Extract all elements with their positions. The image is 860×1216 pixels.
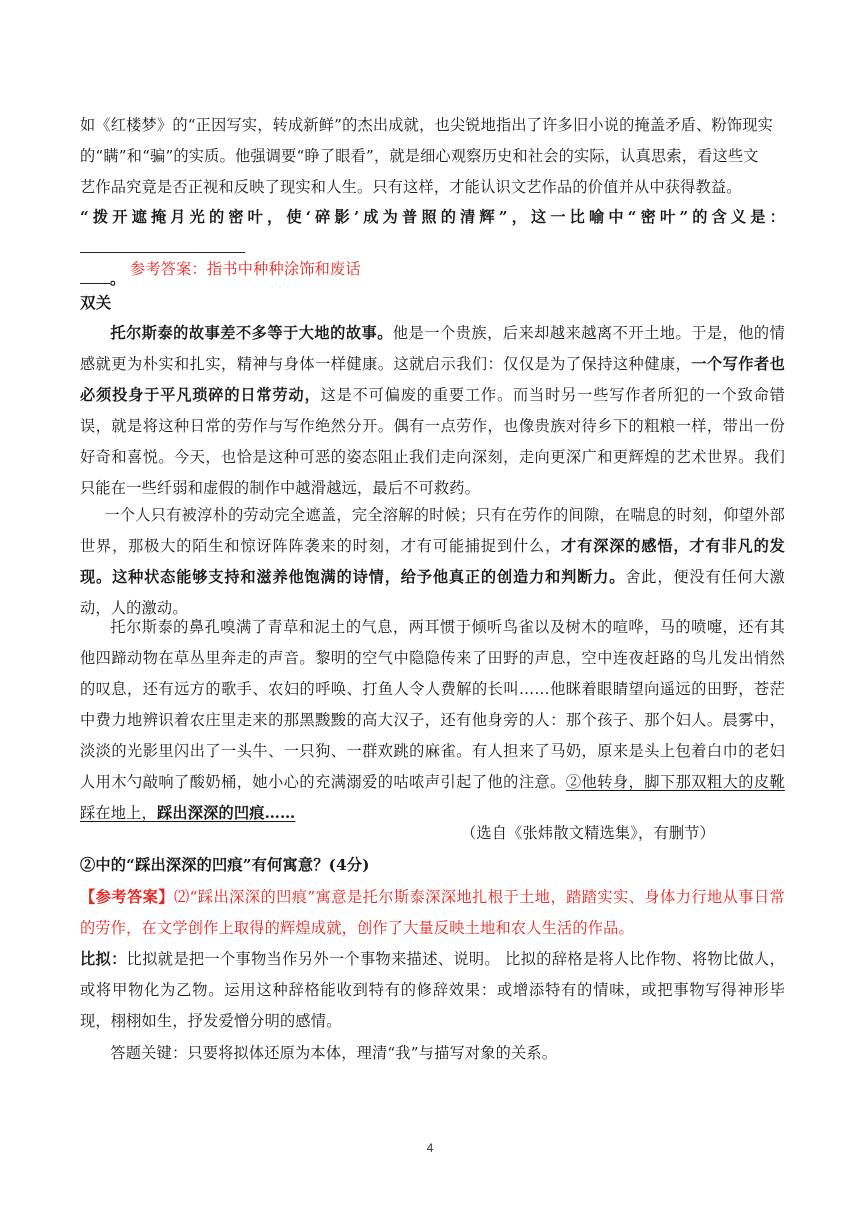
- intro-paragraph: [80, 110, 785, 203]
- answer-blank-cont[interactable]: [80, 269, 110, 284]
- answer-body: ⑵“踩出深深的凹痕”寓意是托尔斯泰深深地扎根于土地，踏踏实实、身体力行地从事日常的劳作，在文学创作上取得的辉煌成就，创作了大量反映土地和农人生活的作品。: [80, 888, 786, 937]
- question-1-answer: [130, 254, 730, 285]
- para2-bold-1: 才有深深的感悟，才有非凡的发现。这种状态能够支持和滋养他饱满的诗情，给予他真正的创造力和判断力。: [80, 537, 785, 586]
- answer-text: 参考答案：指书中种种涂饰和废话: [130, 260, 361, 278]
- para2-text-1: 一个人只有被淳朴的劳动完全遮盖，完全溶解的时候；只有在劳作的间隙，在喘息的时刻，仰望外部世界，那极大的陌生和惊讶阵阵袭来的时刻，才有可能捕捉到什么，: [80, 506, 785, 555]
- para1-text-2: 这是不可偏废的重要工作。而当时另一些写作者所犯的一个致命错误，就是将这种日常的劳作与写作绝然分开。偶有一点劳作，也像贵族对待乡下的粗粮一样，带出一份好奇和喜悦。今天，也恰是这种可恶的姿态阻止我们走向深刻，走向更深广和更辉煌的艺术世界。我们只能在一些纤弱和虚假的制作中越滑越远，最后不可救药。: [80, 386, 785, 497]
- analogy-label: 比拟：: [80, 950, 127, 968]
- section-title-block: [80, 288, 785, 319]
- question-2: [80, 850, 785, 881]
- page-number: 4: [426, 1141, 434, 1155]
- section-title: 双关: [80, 294, 112, 312]
- para3-underlined: ②他转身，脚下那双粗大的皮靴踩在地上，: [80, 773, 785, 822]
- para3-text-1: 托尔斯泰的鼻孔嗅满了青草和泥土的气息，两耳惯于倾听鸟雀以及树木的喧哗，马的喷嚏，还有其他四蹄动物在草丛里奔走的声音。黎明的空气中隐隐传来了田野的声息，空中连夜赶路的鸟儿发出悄然的叹息，还有远方的歌手、农妇的呼唤、打鱼人令人费解的长叫……他眯着眼睛望向遥远的田野，苍茫中费力地辨识着农庄里走来的那黑黢黢的高大汉子，还有他身旁的人：那个孩子、那个妇人。晨雾中，淡淡的光影里闪出了一头牛、一只狗、一群欢跳的麻雀。有人担来了马奶，原来是头上包着白巾的老妇人用木勺敲响了酸奶桶，她小心的充满溺爱的咕哝声引起了他的注意。: [80, 618, 785, 791]
- paragraph-2: [80, 500, 785, 624]
- intro-line-3: 艺作品究竟是否正视和反映了现实和人生。只有这样，才能认识文艺作品的价值并从中获得教益。: [80, 178, 742, 196]
- para1-text-1: 他是一个贵族，后来却越来越离不开土地。于是，他的情感就更为朴实和扎实，精神与身体一样健康。这就启示我们：仅仅是为了保持这种健康，: [80, 324, 786, 373]
- source-line: [80, 818, 785, 849]
- paragraph-3: [80, 612, 785, 829]
- intro-line-2: 的“瞒”和“骗”的实质。他强调要“睁了眼看”，就是细心观察历史和社会的实际，认真思索，看这些文: [80, 147, 759, 165]
- para3-underlined-bold: 踩出深深的凹痕……: [156, 804, 296, 822]
- para1-bold-1: 托尔斯泰的故事差不多等于大地的故事。: [110, 324, 393, 342]
- intro-line-1: 如《红楼梦》的“正因写实，转成新鲜”的杰出成就，也尖锐地指出了许多旧小说的掩盖矛盾、粉饰现实: [80, 116, 773, 134]
- question-2-text: ②中的“踩出深深的凹痕”有何寓意？(4分): [80, 856, 370, 874]
- question-1-text: “拨开遮掩月光的密叶，使‘碎影’成为普照的清辉”，这一比喻中“密叶”的含义是：: [80, 202, 785, 264]
- para2-text-2: 舍此，便没有任何大激动，人的激动。: [80, 568, 785, 617]
- source-citation: （选自《张炜散文精选集》，有删节）: [461, 824, 715, 842]
- analogy-text: 比拟就是把一个事物当作另外一个事物来描述、说明。 比拟的辞格是将人比作物、将物比做人，或将甲物化为乙物。运用这种辞格能收到特有的修辞效果：或增添特有的情味，或把事物写得神形毕现，栩栩如生，抒发爱憎分明的感情。: [80, 950, 785, 1030]
- key-block: [80, 1038, 785, 1069]
- para1-bold-2: 一个写作者也必须投身于平凡琐碎的日常劳动，: [80, 355, 785, 404]
- answer-key: 答题关键：只要将拟体还原为本体，理清“我”与描写对象的关系。: [110, 1044, 558, 1062]
- paragraph-1: [80, 318, 785, 504]
- question-2-answer: [80, 882, 785, 944]
- analogy-block: [80, 944, 785, 1037]
- question-1-end: 。: [80, 264, 785, 295]
- answer-label: 【参考答案】: [80, 888, 174, 906]
- answer-blank[interactable]: [80, 238, 245, 253]
